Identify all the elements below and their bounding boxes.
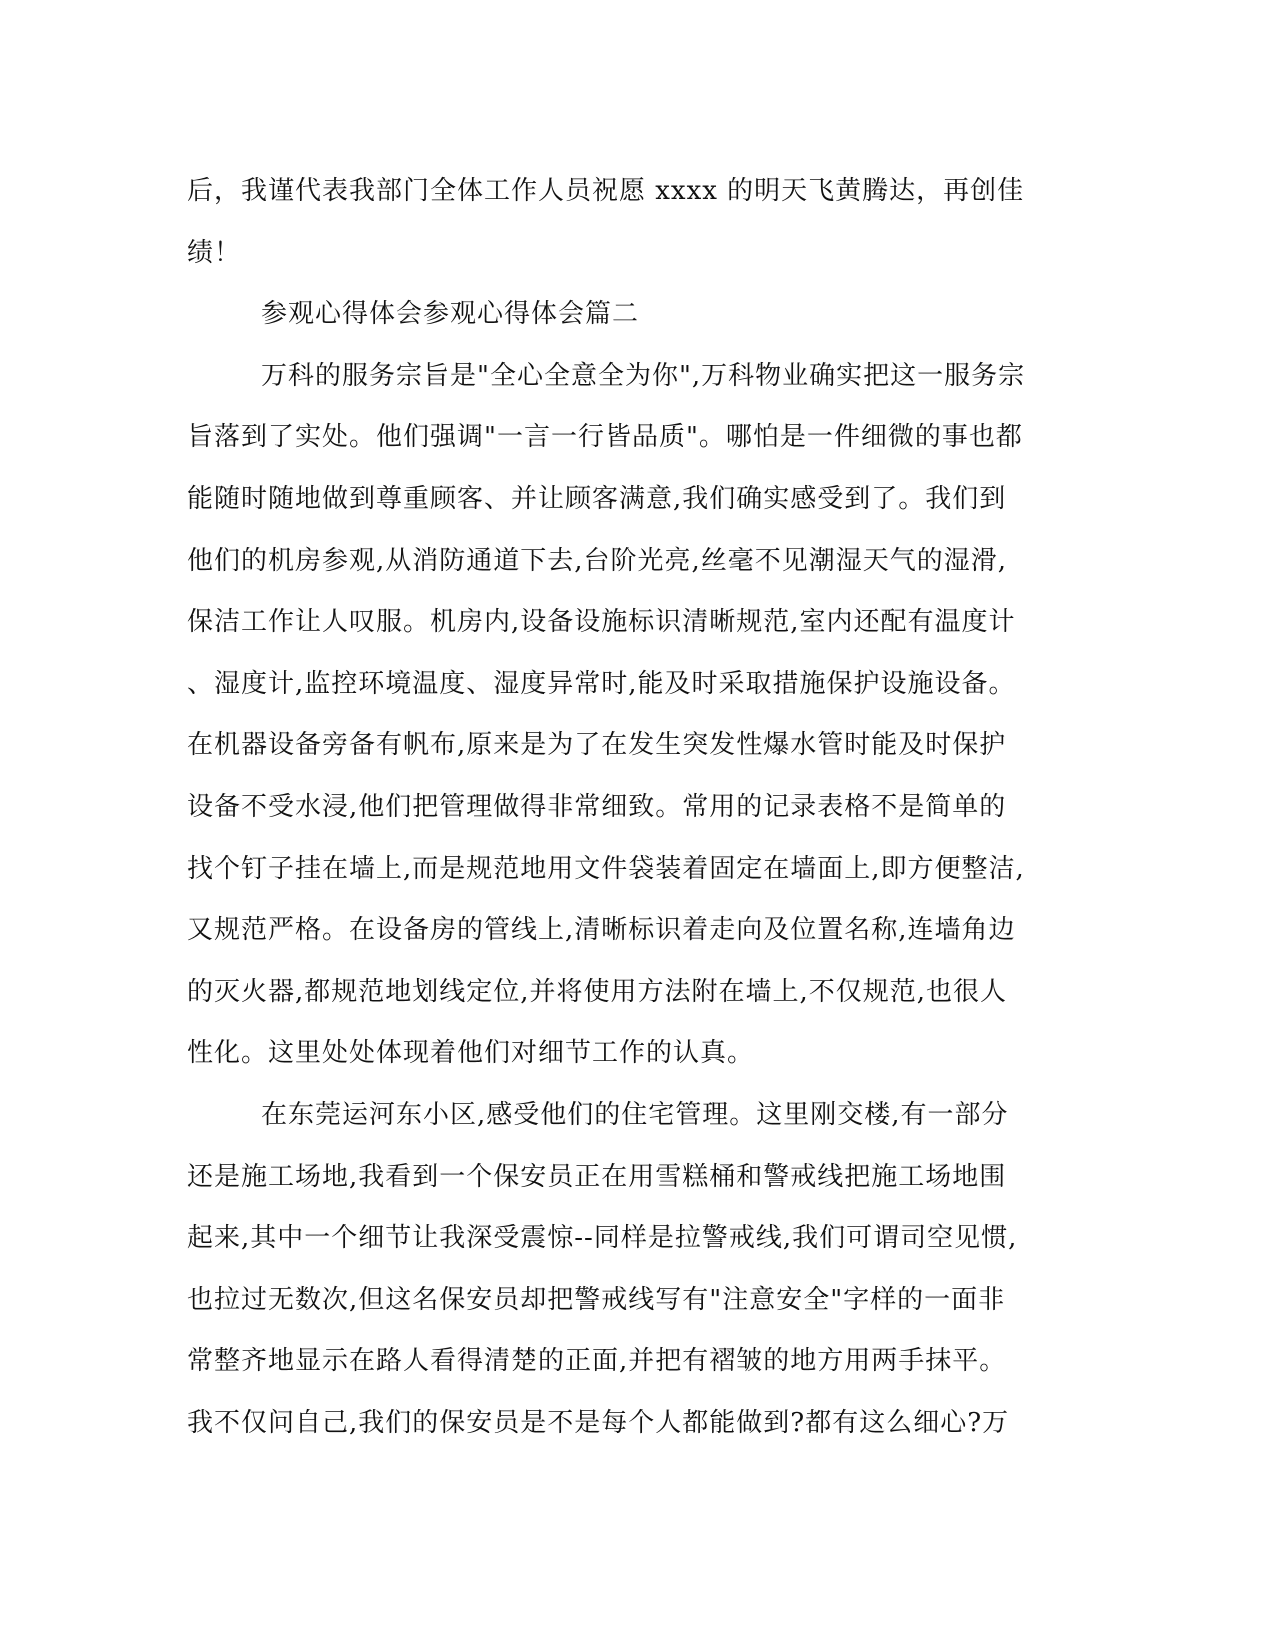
text-line: 设备不受水浸,他们把管理做得非常细致。常用的记录表格不是简单的 [187, 791, 1007, 822]
text-line: 我不仅问自己,我们的保安员是不是每个人都能做到?都有这么细心?万 [187, 1407, 1010, 1438]
paragraph-ending [187, 161, 1067, 284]
section-heading: 参观心得体会参观心得体会篇二 [261, 299, 640, 330]
text-line: 能随时随地做到尊重顾客、并让顾客满意,我们确实感受到了。我们到 [187, 483, 1007, 514]
text-line: 性化。这里处处体现着他们对细节工作的认真。 [187, 1038, 755, 1069]
text-line: 保洁工作让人叹服。机房内,设备设施标识清晰规范,室内还配有温度计 [187, 607, 1016, 638]
text-line: 的灭火器,都规范地划线定位,并将使用方法附在墙上,不仅规范,也很人 [187, 976, 1008, 1007]
text-line: 他们的机房参观,从消防通道下去,台阶光亮,丝毫不见潮湿天气的湿滑, [187, 545, 1008, 576]
paragraph-2 [187, 1085, 1067, 1455]
paragraph-1 [187, 346, 1067, 1085]
text-line: 、湿度计,监控环境温度、湿度异常时,能及时采取措施保护设施设备。 [187, 668, 1016, 699]
text-line: 后，我谨代表我部门全体工作人员祝愿 xxxx 的明天飞黄腾达，再创佳 [187, 176, 1025, 206]
text-line: 万科的服务宗旨是"全心全意全为你",万科物业确实把这一服务宗 [261, 360, 1026, 391]
text-line: 绩！ [187, 237, 242, 268]
text-line: 起来,其中一个细节让我深受震惊--同样是拉警戒线,我们可谓司空见惯, [187, 1223, 1018, 1254]
text-line: 在东莞运河东小区,感受他们的住宅管理。这里刚交楼,有一部分 [261, 1099, 1009, 1130]
text-line: 还是施工场地,我看到一个保安员正在用雪糕桶和警戒线把施工场地围 [187, 1161, 1007, 1192]
text-line: 在机器设备旁备有帆布,原来是为了在发生突发性爆水管时能及时保护 [187, 730, 1007, 761]
text-line: 也拉过无数次,但这名保安员却把警戒线写有"注意安全"字样的一面非 [187, 1284, 1006, 1315]
text-line: 又规范严格。在设备房的管线上,清晰标识着走向及位置名称,连墙角边 [187, 915, 1016, 946]
text-line: 找个钉子挂在墙上,而是规范地用文件袋装着固定在墙面上,即方便整洁, [187, 853, 1025, 884]
text-line: 旨落到了实处。他们强调"一言一行皆品质"。哪怕是一件细微的事也都 [187, 422, 1023, 453]
text-line: 常整齐地显示在路人看得清楚的正面,并把有褶皱的地方用两手抹平。 [187, 1346, 1007, 1377]
document-body [187, 161, 1067, 1454]
